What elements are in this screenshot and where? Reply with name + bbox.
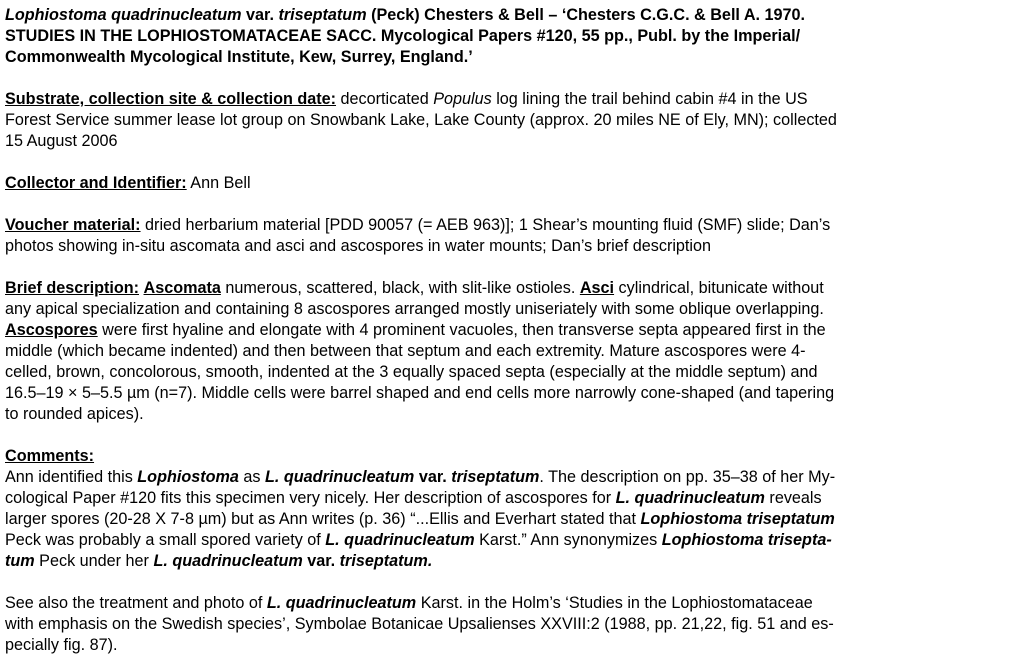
voucher-section: Voucher material: dried herbarium material [PDD 90057 (= AEB 963)]; 1 Shear’s mounting fluid (SMF) slide; Dan’s photos showing in-situ ascomata and asci and ascospores in water mounts; Dan’s brief description (5, 216, 831, 255)
description-label: Brief description: (5, 279, 140, 297)
asci-label: Asci (579, 279, 615, 297)
citation-line-1: Lophiostoma quadrinucleatum var. triseptatum (Peck) Chesters & Bell – ‘Chesters C.G.C. & Bell A. 1970. (5, 6, 806, 24)
substrate-section: Substrate, collection site & collection date: decorticated Populus log lining the trail behind cabin #4 in the US Forest Service summer lease lot group on Snowbank Lake, Lake County (approx. 20 miles NE of Ely, MN); collected 15 August 2006 (5, 90, 837, 150)
substrate-label: Substrate, collection site & collection date: (5, 90, 337, 108)
citation-line-3: Commonwealth Mycological Institute, Kew, Surrey, England.’ (5, 48, 473, 66)
ascospores-label: Ascospores (5, 321, 98, 339)
variety-name: triseptatum (278, 6, 367, 24)
citation-header (5, 5, 1012, 68)
see-also-section: See also the treatment and photo of L. quadrinucleatum Karst. in the Holm’s ‘Studies in the Lophiostomataceae with emphasis on the Swedish species’, Symbolae Botanicae Upsalienses XXVIII:2 (1988, pp. 21,22, fig. 51 and es- pecially fig. 87). (5, 594, 834, 654)
comments-label: Comments: (5, 447, 95, 465)
comments-section: Comments: Ann identified this Lophiostoma as L. quadrinucleatum var. triseptatum. The description on pp. 35–38 of her My- cological Paper #120 fits this specimen very nicely. Her description of ascospores for L. quadrinucleatum reveals larger spores (20-28 X 7-8 µm) but as Ann writes (p. 36) “...Ellis and Everhart stated that Lophiostoma triseptatum Peck was probably a small spored variety of L. quadrinucleatum Karst.” Ann synonymizes Lophiostoma trisepta- tum Peck under her L. quadrinucleatum var. triseptatum. (5, 447, 836, 570)
description-section: Brief description: Ascomata numerous, scattered, black, with slit-like ostioles. Asci cylindrical, bitunicate without any apical specialization and containing 8 ascospores arranged mostly uniseriately with some oblique overlapping. Ascospores were first hyaline and elongate with 4 prominent vacuoles, then transverse septa appeared first in the middle (which became indented) and then between that septum and each extremity. Mature ascospores were 4- celled, brown, concolorous, smooth, indented at the 3 equally spaced septa (especially at the middle septum) and 16.5–19 × 5–5.5 µm (n=7). Middle cells were barrel shaped and end cells more narrowly cone-shaped (and tapering to rounded apices). (5, 279, 835, 423)
collector-label: Collector and Identifier: (5, 174, 187, 192)
citation-line-2: STUDIES IN THE LOPHIOSTOMATACEAE SACC. Mycological Papers #120, 55 pp., Publ. by the Imperial/ (5, 27, 801, 45)
voucher-label: Voucher material: (5, 216, 141, 234)
ascomata-label: Ascomata (143, 279, 221, 297)
collector-section (5, 173, 1012, 194)
collector-value: Ann Bell (186, 174, 251, 192)
species-name: Lophiostoma quadrinucleatum (5, 6, 242, 24)
